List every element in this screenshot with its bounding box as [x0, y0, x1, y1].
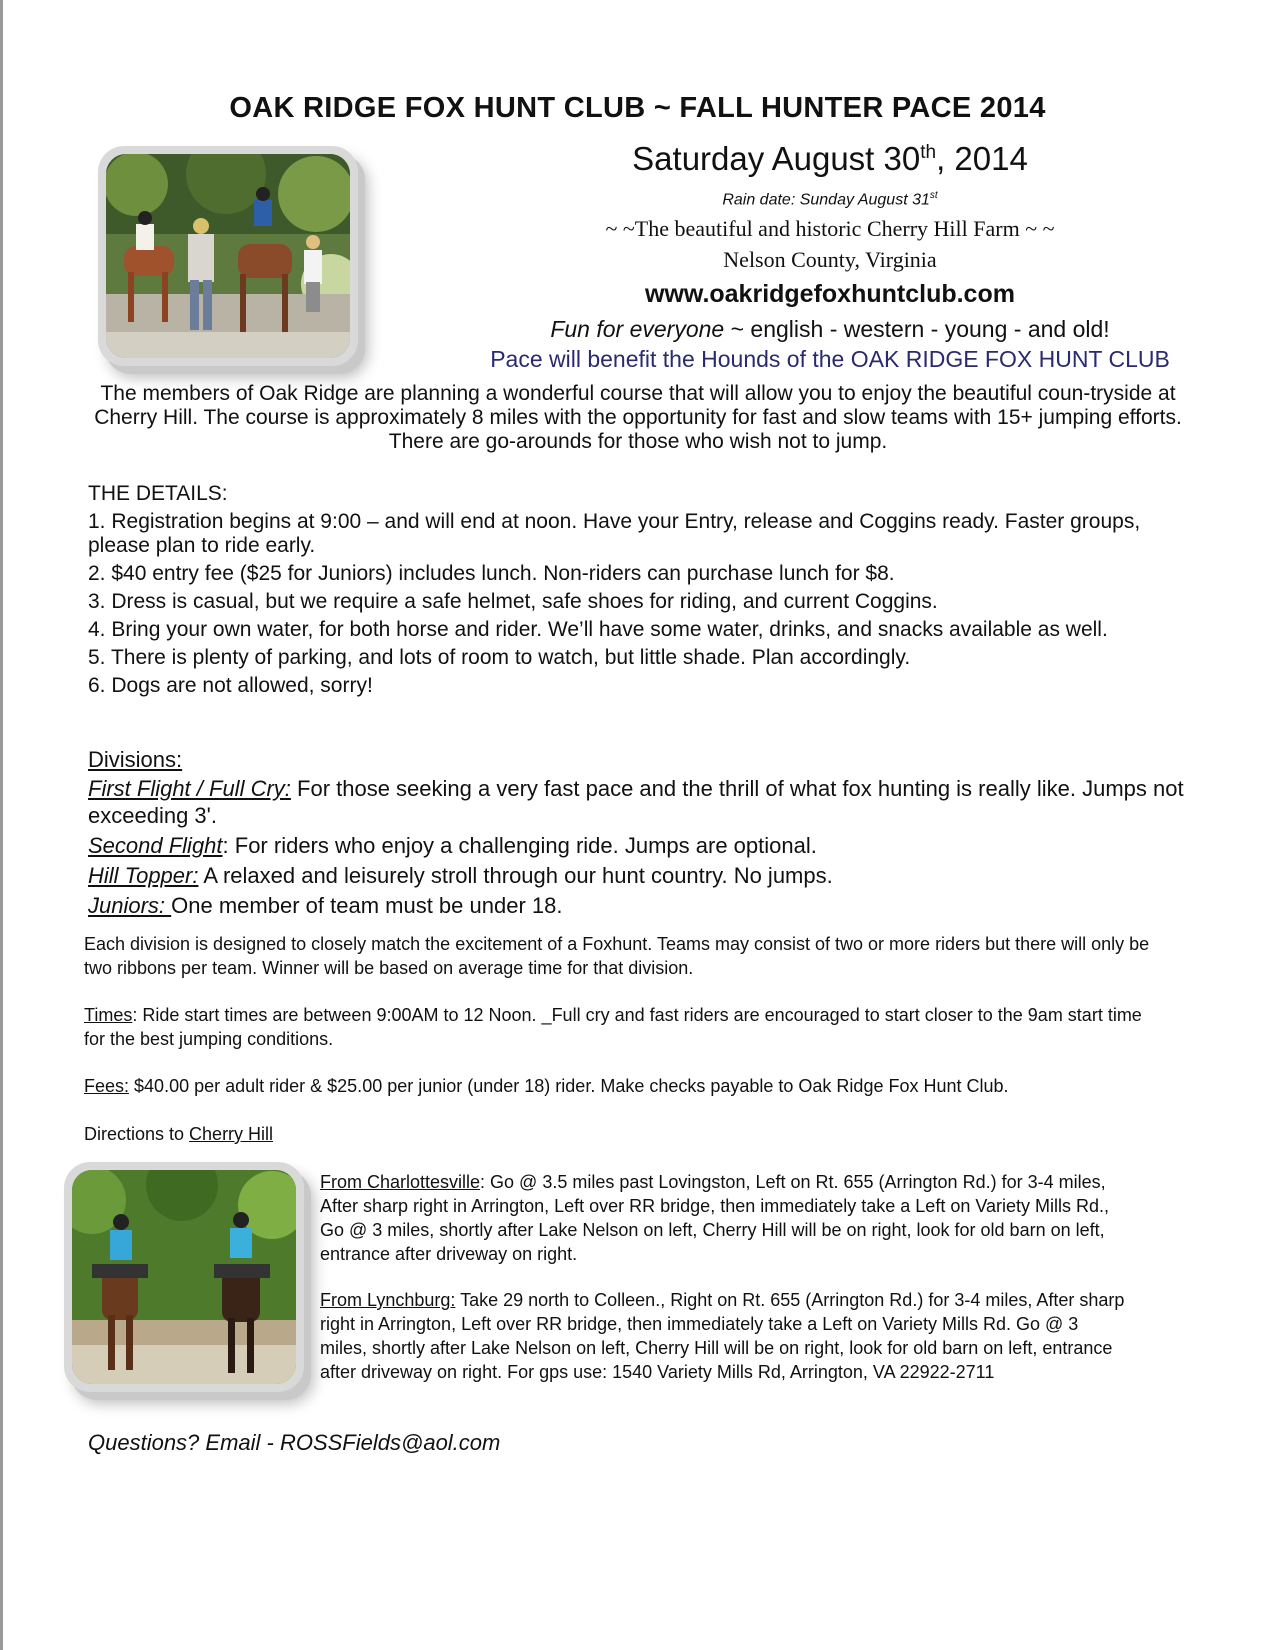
- times-paragraph: Times: Ride start times are between 9:00AM to 12 Noon. _Full cry and fast riders are encouraged to start closer to the 9am start time for the best jumping conditions.: [84, 1005, 1142, 1049]
- rain-date: Rain date: Sunday August 31st: [722, 190, 938, 209]
- details-item: 2. $40 entry fee ($25 for Juniors) includes lunch. Non-riders can purchase lunch for $8.: [88, 562, 895, 585]
- directions-charlottesville: From Charlottesville: Go @ 3.5 miles past Lovingston, Left on Rt. 655 (Arrington Rd.) for 3-4 miles, After sharp right in Arrington, Left over RR bridge, then immediately take a Left on Variety Mills Rd., Go @ 3 miles, shortly after Lake Nelson on left, Cherry Hill will be on right, look for old barn on left, entrance after driveway on right.: [320, 1172, 1110, 1264]
- cherry-hill-link[interactable]: Cherry Hill: [189, 1124, 274, 1144]
- pace-benefit-line: Pace will benefit the Hounds of the OAK RIDGE FOX HUNT CLUB: [490, 346, 1170, 372]
- website-link[interactable]: www.oakridgefoxhuntclub.com: [645, 280, 1015, 308]
- division-first-flight: First Flight / Full Cry: For those seeking a very fast pace and the thrill of what fox hunting is really like. Jumps not exceeding 3'.: [88, 776, 1184, 828]
- details-section: [88, 482, 1203, 702]
- fees-paragraph: Fees: $40.00 per adult rider & $25.00 per junior (under 18) rider. Make checks payable to Oak Ridge Fox Hunt Club.: [84, 1076, 1009, 1096]
- riders-photo-top: [98, 146, 358, 366]
- division-note: Each division is designed to closely match the excitement of a Foxhunt. Teams may consist of two or more riders but there will only be two ribbons per team. Winner will be based on average time for that division.: [84, 934, 1150, 978]
- details-item: 6. Dogs are not allowed, sorry!: [88, 674, 373, 697]
- details-item: 5. There is plenty of parking, and lots of room to watch, but little shade. Plan accordingly.: [88, 646, 911, 669]
- county-line: Nelson County, Virginia: [723, 247, 937, 272]
- riders-photo-top-image: [106, 154, 350, 358]
- riders-photo-bottom: [64, 1162, 304, 1392]
- divisions-section: [88, 746, 1203, 919]
- page-title: OAK RIDGE FOX HUNT CLUB ~ FALL HUNTER PACE 2014: [229, 92, 1046, 124]
- directions-lynchburg: From Lynchburg: Take 29 north to Colleen., Right on Rt. 655 (Arrington Rd.) for 3-4 miles, After sharp right in Arrington, Left over RR bridge, then immediately take a Left on Variety Mills Rd. Go @ 3 miles, shortly after Lake Nelson on left, Cherry Hill will be on right, look for old barn on left, entrance after driveway on right. For gps use: 1540 Variety Mills Rd, Arrington, VA 22922-2711: [320, 1290, 1125, 1382]
- details-item: 3. Dress is casual, but we require a safe helmet, safe shoes for riding, and current Coggins.: [88, 590, 938, 613]
- riders-photo-bottom-image: [72, 1170, 296, 1384]
- details-heading: THE DETAILS:: [88, 482, 228, 505]
- division-second-flight: Second Flight: For riders who enjoy a challenging ride. Jumps are optional.: [88, 833, 817, 858]
- division-juniors: Juniors: One member of team must be under 18.: [88, 893, 563, 918]
- details-item: 1. Registration begins at 9:00 – and will end at noon. Have your Entry, release and Coggins ready. Faster groups, please plan to ride early.: [88, 510, 1141, 557]
- division-hill-topper: Hill Topper: A relaxed and leisurely stroll through our hunt country. No jumps.: [88, 863, 833, 888]
- questions-email[interactable]: Questions? Email - ROSSFields@aol.com: [88, 1430, 501, 1455]
- event-date: Saturday August 30th, 2014: [632, 140, 1028, 177]
- intro-paragraph: The members of Oak Ridge are planning a wonderful course that will allow you to enjoy the beautiful coun-tryside at Cherry Hill. The course is approximately 8 miles with the opportunity for fast and slow teams with 15+ jumping efforts. There are go-arounds for those who wish not to jump.: [94, 382, 1182, 453]
- divisions-heading: Divisions:: [88, 747, 183, 772]
- farm-line: ~ ~The beautiful and historic Cherry Hill Farm ~ ~: [605, 216, 1055, 241]
- fun-line: Fun for everyone ~ english - western - young - and old!: [550, 316, 1110, 342]
- page-edge: [0, 0, 3, 1650]
- directions-heading: Directions to Cherry Hill: [84, 1124, 274, 1144]
- details-item: 4. Bring your own water, for both horse and rider. We’ll have some water, drinks, and snacks available as well.: [88, 618, 1108, 641]
